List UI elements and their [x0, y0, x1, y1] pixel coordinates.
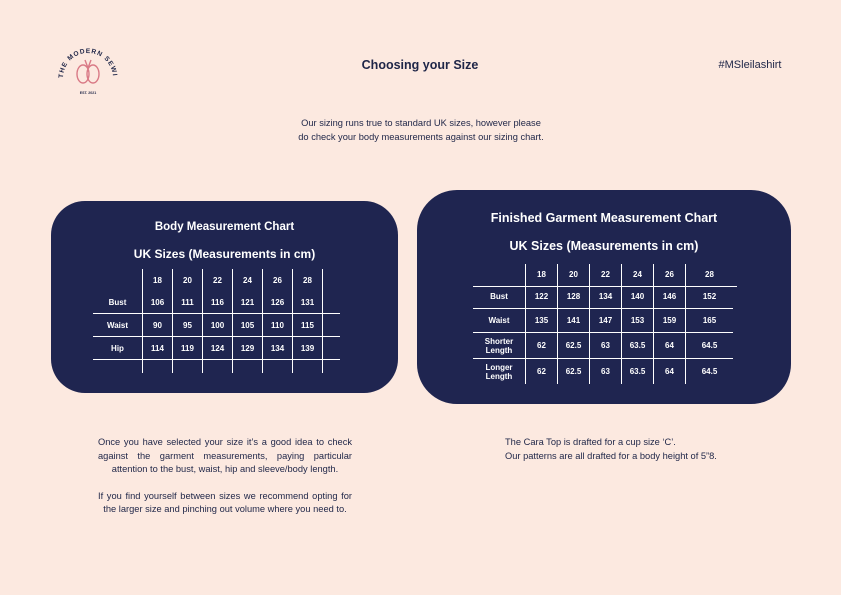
- body-chart-subtitle: UK Sizes (Measurements in cm): [133, 247, 316, 261]
- table-cell: 64: [654, 359, 686, 385]
- table-cell: 147: [590, 309, 622, 333]
- table-cell: 116: [203, 291, 233, 314]
- row-label: Waist: [473, 309, 526, 333]
- table-cell: 63: [590, 359, 622, 385]
- body-measurement-table: [93, 269, 340, 373]
- table-cell: 100: [203, 314, 233, 337]
- table-cell: 106: [143, 291, 173, 314]
- table-cell: 146: [654, 285, 686, 309]
- scissors-icon: [77, 60, 99, 83]
- table-cell: 63.5: [622, 333, 654, 359]
- table-cell: 115: [293, 314, 323, 337]
- table-cell: 62: [526, 333, 558, 359]
- table-cell: 128: [558, 285, 590, 309]
- size-header: 20: [558, 264, 590, 285]
- garment-measurement-card: [417, 190, 791, 404]
- table-row: [473, 309, 733, 333]
- table-cell: 122: [526, 285, 558, 309]
- page-title: Choosing your Size: [361, 58, 479, 72]
- brand-logo: [55, 40, 121, 106]
- table-row: [93, 291, 340, 314]
- table-cell: 159: [654, 309, 686, 333]
- table-rule: [473, 286, 737, 287]
- table-cell: 153: [622, 309, 654, 333]
- table-cell: 62.5: [558, 359, 590, 385]
- table-cell: 111: [173, 291, 203, 314]
- size-header: 28: [293, 269, 323, 291]
- size-header: 20: [173, 269, 203, 291]
- table-cell: 134: [263, 337, 293, 360]
- intro-text: [260, 116, 582, 144]
- row-label: Bust: [93, 291, 143, 314]
- table-cell: 134: [590, 285, 622, 309]
- body-measurement-card: [51, 201, 398, 393]
- table-cell: 114: [143, 337, 173, 360]
- intro-line: Our sizing runs true to standard UK sizes, however please: [301, 118, 541, 128]
- size-header: 24: [233, 269, 263, 291]
- size-header: 26: [263, 269, 293, 291]
- table-header-row: [93, 269, 340, 291]
- row-label-line: Length: [485, 345, 513, 355]
- size-header: 22: [203, 269, 233, 291]
- table-cell: 121: [233, 291, 263, 314]
- table-cell: 135: [526, 309, 558, 333]
- sizing-advice: [98, 436, 352, 530]
- table-row: [93, 314, 340, 337]
- size-header: 18: [143, 269, 173, 291]
- table-cell: 63: [590, 333, 622, 359]
- table-row: [473, 359, 733, 385]
- table-cell: 131: [293, 291, 323, 314]
- table-row: [93, 337, 340, 360]
- table-cell: 126: [263, 291, 293, 314]
- table-row: [473, 285, 733, 309]
- table-cell: 95: [173, 314, 203, 337]
- size-header: 22: [590, 264, 622, 285]
- table-header-row: [473, 264, 733, 285]
- row-label: Waist: [93, 314, 143, 337]
- row-label-line: Longer: [485, 362, 513, 372]
- table-cell: 139: [293, 337, 323, 360]
- table-cell: 63.5: [622, 359, 654, 385]
- advice-paragraph: Once you have selected your size it’s a good idea to check against the garment measurements, paying particular attention to the bust, waist, hip and sleeve/body length.: [98, 437, 352, 474]
- note-line: Our patterns are all drafted for a body height of 5”8.: [505, 450, 717, 461]
- row-label-line: Shorter: [484, 336, 514, 346]
- table-cell: 62.5: [558, 333, 590, 359]
- row-label: Bust: [473, 285, 526, 309]
- table-cell: 64.5: [686, 333, 734, 359]
- garment-chart-title: Finished Garment Measurement Chart: [490, 211, 718, 225]
- logo-est-text: EST. 2021: [79, 91, 97, 95]
- table-cell: 141: [558, 309, 590, 333]
- garment-chart-subtitle: UK Sizes (Measurements in cm): [509, 239, 699, 253]
- table-cell: 124: [203, 337, 233, 360]
- size-header: 28: [686, 264, 734, 285]
- row-label: [473, 359, 526, 385]
- table-cell: 119: [173, 337, 203, 360]
- hashtag: #MSleilashirt: [718, 59, 782, 71]
- size-header: 18: [526, 264, 558, 285]
- table-cell: 64.5: [686, 359, 734, 385]
- row-label: Hip: [93, 337, 143, 360]
- table-cell: 62: [526, 359, 558, 385]
- table-row: [93, 360, 340, 374]
- table-cell: 90: [143, 314, 173, 337]
- drafting-notes: [505, 436, 765, 463]
- garment-measurement-table: [473, 264, 733, 384]
- table-cell: 140: [622, 285, 654, 309]
- table-cell: 110: [263, 314, 293, 337]
- advice-paragraph: If you find yourself between sizes we recommend opting for the larger size and pinching out volume where you need to.: [98, 490, 352, 514]
- size-header: 26: [654, 264, 686, 285]
- table-cell: 105: [233, 314, 263, 337]
- table-cell: 129: [233, 337, 263, 360]
- intro-line: do check your body measurements against our sizing chart.: [298, 132, 544, 142]
- table-cell: 165: [686, 309, 734, 333]
- table-cell: 152: [686, 285, 734, 309]
- note-line: The Cara Top is drafted for a cup size ‘C’.: [505, 437, 676, 447]
- row-label-line: Length: [485, 371, 513, 381]
- logo-brand-text: THE MODERN SEWI: [57, 47, 118, 79]
- table-row: [473, 333, 733, 359]
- size-header: 24: [622, 264, 654, 285]
- table-cell: 64: [654, 333, 686, 359]
- row-label: [473, 333, 526, 359]
- body-chart-title: Body Measurement Chart: [154, 221, 295, 233]
